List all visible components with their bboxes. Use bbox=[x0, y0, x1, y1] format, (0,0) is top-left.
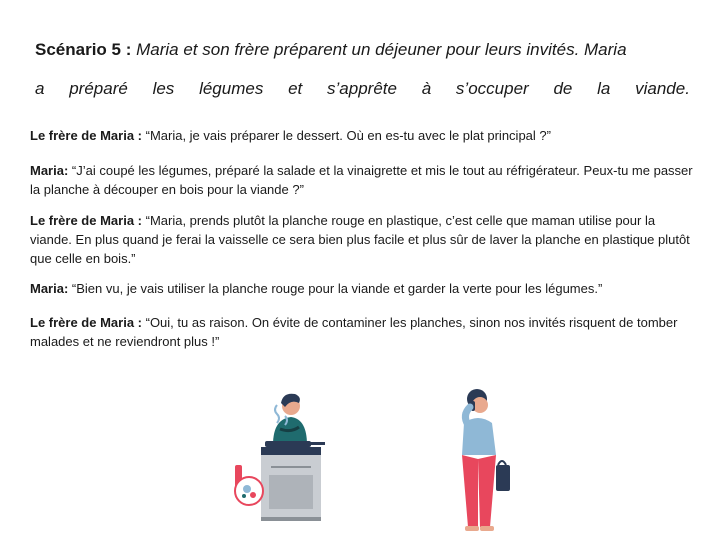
pan-icon bbox=[265, 441, 311, 447]
woman-legs bbox=[462, 455, 478, 527]
scenario-word: viande. bbox=[635, 79, 690, 98]
dialogue-text: “J’ai coupé les légumes, préparé la salade et la vinaigrette et mis le tout au réfrigérateur. Peux-tu me passer la planche à découper en bois pour la viande ?” bbox=[30, 163, 693, 197]
scenario-intro bbox=[35, 30, 690, 108]
scenario-word: la bbox=[597, 79, 611, 98]
scenario-word: et bbox=[288, 79, 303, 98]
dialogue-line bbox=[30, 279, 695, 298]
dialogue-text: “Maria, prends plutôt la planche rouge en plastique, c’est celle que maman utilise pour la viande. En plus quand je ferai la vaisselle ce sera bien plus facile et plus sûr de laver la planche en plastique plutôt que celle en bois.” bbox=[30, 213, 690, 266]
dialogue-text: “Oui, tu as raison. On évite de contaminer les planches, sinon nos invités risquent de tomber malades et ne reviendront plus !” bbox=[30, 315, 678, 349]
scenario-word: préparé bbox=[69, 79, 128, 98]
speaker-name: Le frère de Maria : bbox=[30, 315, 142, 330]
speaker-name: Le frère de Maria : bbox=[30, 128, 142, 143]
dialogue-line bbox=[30, 161, 695, 199]
stove-top bbox=[261, 447, 321, 455]
scenario-word: à bbox=[421, 79, 432, 98]
scenario-line-1 bbox=[35, 30, 690, 69]
speaker-name: Maria: bbox=[30, 281, 69, 296]
dialogue-text: “Bien vu, je vais utiliser la planche rouge pour la viande et garder la verte pour les légumes.” bbox=[68, 281, 603, 296]
dialogue-text: “Maria, je vais préparer le dessert. Où en es-tu avec le plat principal ?” bbox=[142, 128, 551, 143]
speaker-name: Maria: bbox=[30, 163, 69, 178]
steam-icon bbox=[275, 405, 279, 423]
scenario-word: s’occuper bbox=[455, 79, 529, 98]
scenario-word: a bbox=[35, 79, 45, 98]
scenario-label: Scénario 5 : bbox=[35, 40, 132, 59]
scenario-word: légumes bbox=[199, 79, 264, 98]
scenario-line-2 bbox=[35, 69, 690, 108]
scenario-text-1: Maria et son frère préparent un déjeuner pour leurs invités. Maria bbox=[136, 40, 627, 59]
handbag-icon bbox=[496, 465, 510, 491]
scenario-word: les bbox=[152, 79, 175, 98]
dialogue-line bbox=[30, 313, 695, 351]
scenario-word: s’apprête bbox=[327, 79, 397, 98]
speaker-name: Le frère de Maria : bbox=[30, 213, 142, 228]
dialogue-line bbox=[30, 211, 695, 268]
scenario-word: de bbox=[553, 79, 573, 98]
cook-at-stove-illustration bbox=[225, 385, 335, 525]
woman-on-phone-illustration bbox=[440, 385, 530, 535]
dialogue-line bbox=[30, 126, 695, 145]
